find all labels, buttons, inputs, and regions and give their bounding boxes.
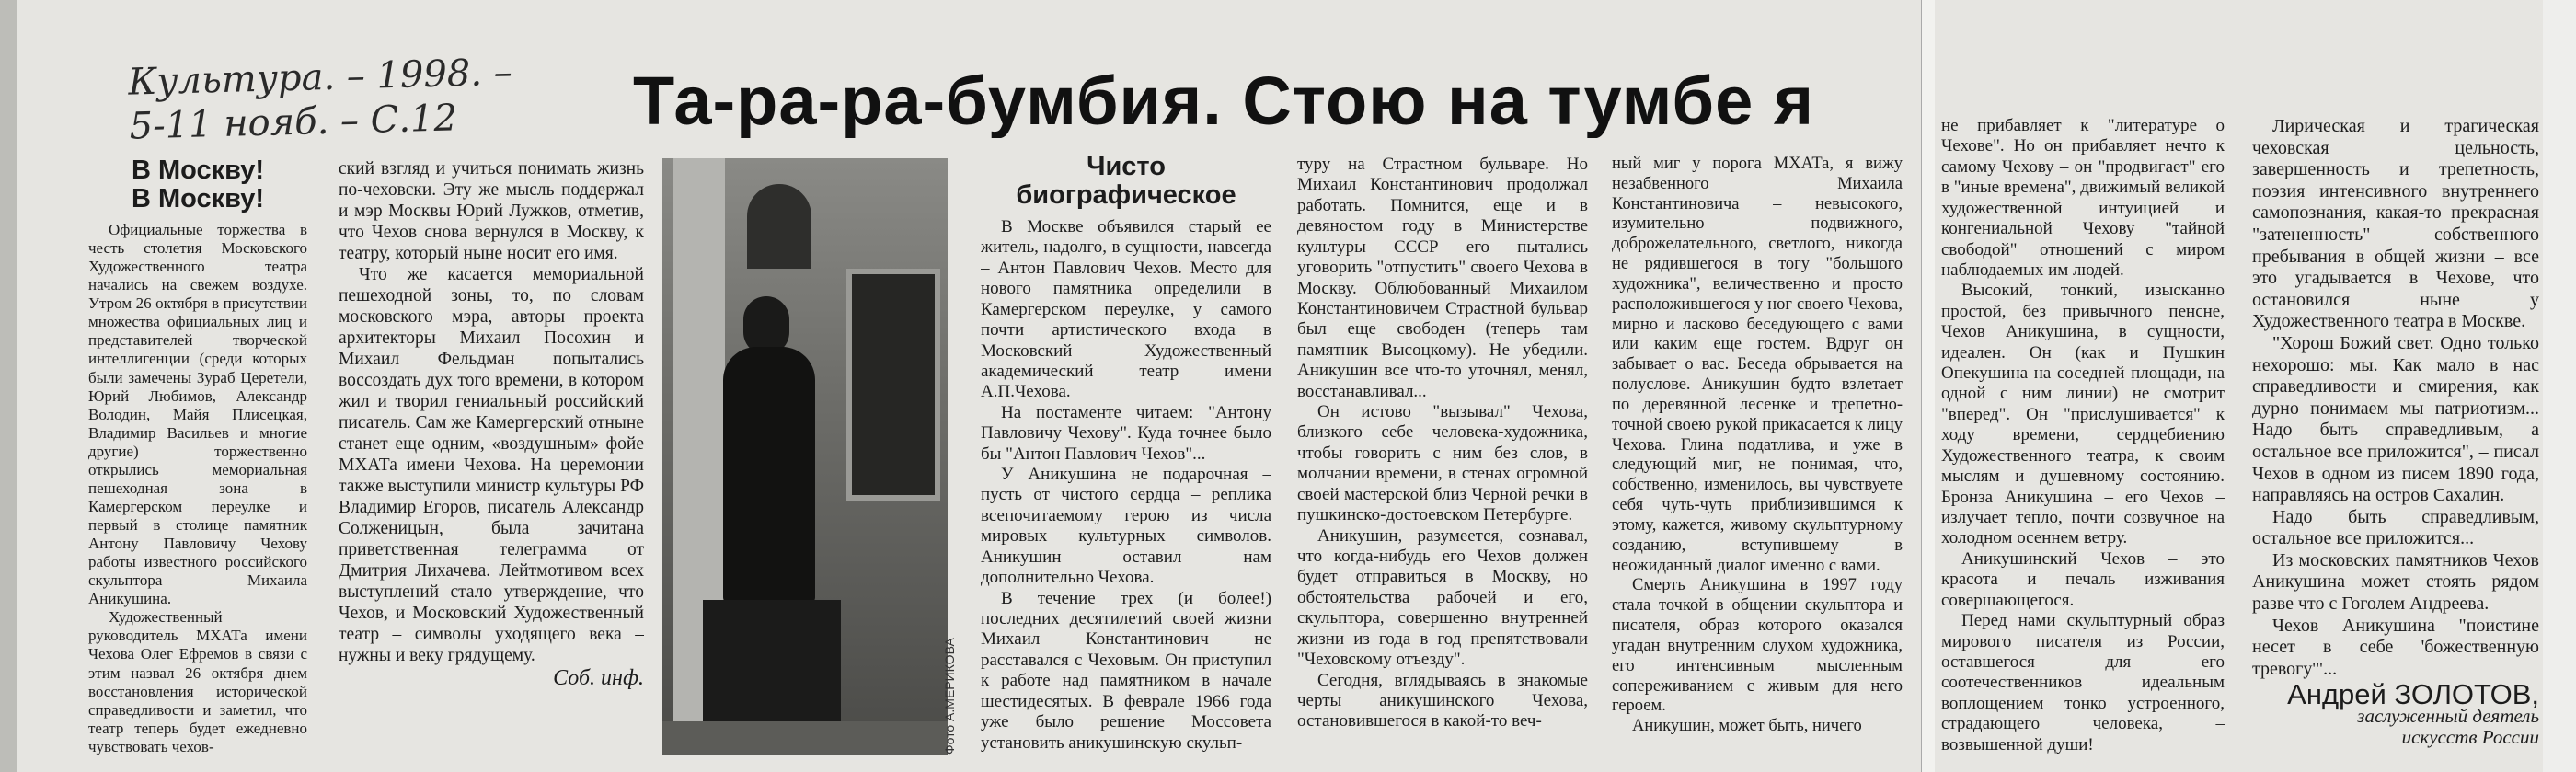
paragraph: Что же касается мемориальной пешеходной зоны, то, по словам московского мэра, авторы проекта архитекторы Михаил Посохин и Михаил Фельдман попытались воссоздать дух того времени, в котором жил и творил гениальный российский писатель. Сам же Камергерский отныне станет еще одним, «воздушным» фойе МХАТа имени Чехова. На церемонии также выступили министр культуры РФ Владимир Егоров, писатель Александр Солженицын, была зачитана приветственная телеграмма от Дмитрия Лихачева. Лейтмотивом всех выступлений стало утверждение, что Чехов, и Московский Художественный театр – символы уходящего века – нужны и веку грядущему. <box>339 265 644 666</box>
paragraph: В течение трех (и более!) последних десятилетий своей жизни Михаил Константинович не расставался с Чеховым. Он приступил к работе над памятником в начале шестидесятых. В феврале 1966 года уже было решение Моссовета установить аникушинскую скульп- <box>981 588 1271 753</box>
author-title-line: заслуженный деятель <box>2357 705 2539 728</box>
paragraph: Официальные торжества в честь столетия Московского Художественного театра начались на свежем воздухе. Утром 26 октября в присутствии множества официальных лиц и представителей творческой интеллигенции (среди которых были замечены Зураб Церетели, Юрий Любимов, Александр Володин, Майя Плисецкая, Владимир Васильев и многие другие) торжественно открылись мемориальная пешеходная зона в Камергерском переулке и первый в столице памятник Антону Павловичу Чехову работы известного российского скульптора Михаила Аникушина. <box>88 221 307 608</box>
handwritten-source-note <box>128 50 525 148</box>
paragraph: "Хорош Божий свет. Одно только нехорошо: мы. Как мало в нас справедливости и смирения, как дурно понимаем мы патриотизм... Надо быть справедливым, а остальное все приложится", – писал Чехов в одном из писем 1890 года, направляясь на остров Сахалин. <box>2252 332 2539 506</box>
column-2 <box>339 158 644 766</box>
column-4 <box>1297 155 1588 766</box>
subhead-line: Чисто <box>1087 153 1166 181</box>
photo-window <box>846 269 940 501</box>
monument-photo <box>662 158 948 755</box>
photo-ground <box>662 721 948 755</box>
scan-margin <box>2543 0 2576 772</box>
paragraph: Художественный руководитель МХАТа имени Чехова Олег Ефремов в связи с этим назвал 26 октября днем восстановления исторической справедливости и заметил, что театр теперь будет ежедневно чувствовать чехов- <box>88 608 307 755</box>
paragraph: На постаменте читаем: "Антону Павловичу Чехову". Куда точнее было бы "Антон Павлович Чехов"... <box>981 402 1271 464</box>
scan-edge <box>0 0 17 772</box>
paragraph: Смерть Аникушина в 1997 году стала точкой в общении скульптора и писателя, образ которого оказался угадан внутренним слухом художника, его интенсивным мысленным сопереживанием с живым для него героем. <box>1612 576 1903 716</box>
paragraph: Чехов Аникушина "поистине несет в себе 'божественную тревогу'"... <box>2252 615 2539 679</box>
paragraph: Из московских памятников Чехов Аникушина может стоять рядом разве что с Гоголем Андреева. <box>2252 549 2539 615</box>
paragraph: ский взгляд и учиться понимать жизнь по-чеховски. Эту же мысль поддержал и мэр Москвы Юрий Лужков, отметив, что Чехов снова вернулся в Москву, к театру, который ныне носит его имя. <box>339 159 644 264</box>
author-title-line: искусств России <box>2401 726 2539 749</box>
subhead-line: В Москву! <box>131 184 265 213</box>
paragraph: Надо быть справедливым, остальное все приложится... <box>2252 506 2539 549</box>
handwritten-line: Культура. – 1998. – <box>127 51 513 104</box>
author-name: Андрей ЗОЛОТОВ, <box>2287 678 2539 711</box>
paragraph: Он истово "вызывал" Чехова, близкого себе человека-художника, чтобы говорить с ним без слов, в молчании времени, в стенах огромной своей мастерской близ Черной речки в пушкинско-достоевском Петербурге. <box>1297 402 1588 525</box>
handwritten-line: 5-11 нояб. – С.12 <box>129 97 458 148</box>
column-7 <box>2252 116 2539 769</box>
photo-arched-window <box>747 184 811 269</box>
paragraph: Сегодня, вглядываясь в знакомые черты аникушинского Чехова, остановившегося в какой-то веч- <box>1297 670 1588 732</box>
section-subhead <box>88 156 307 213</box>
paragraph: туру на Страстном бульваре. Но Михаил Константинович продолжал работать. Помнится, еще и в девяностом году в Министерстве культуры СССР его пытались уговорить "отпустить" своего Чехова в Москву. Облюбованный Михаилом Константиновичем Страстной бульвар был еще свободен (теперь там памятник Высоцкому). Не убедили. Аникушин все что-то уточнял, менял, восстанавливал... <box>1297 155 1588 401</box>
column-1 <box>88 156 307 764</box>
author-title <box>2252 706 2539 748</box>
subhead-line: В Москву! <box>131 156 265 185</box>
photo-statue-pedestal <box>703 600 841 738</box>
article-headline: Та-ра-ра-бумбия. Стою на тумбе я <box>633 64 1815 138</box>
paragraph: Аникушин, может быть, ничего <box>1632 717 1862 736</box>
paragraph: Высокий, тонкий, изысканно простой, без привычного пенсне, Чехов Аникушина, в сущности, идеален. Он (как и Пушкин Опекушина на соседней площади, на одной с ним линии) не смотрит "вперед". Он "прислушивается" к ходу времени, сердцебиению Художественного театра, к своим мыслям и душевному состоянию. Бронза Аникушина – его Чехов – излучает тепло, почти созвучное на холодном осеннем ветру. <box>1941 281 2225 548</box>
photo-credit: Фото А.МЕРИКОВА <box>942 638 957 755</box>
photo-statue-body <box>723 347 815 605</box>
signoff: Соб. инф. <box>553 666 644 691</box>
paragraph: Аникушин, разумеется, сознавал, что когда-нибудь его Чехов должен будет отправиться в Москву, но обстоятельства рабочей и его, скульптора, совершенно внутренней жизни из года в год препятствовали "Чеховскому отъезду". <box>1297 525 1588 670</box>
section-subhead <box>981 153 1271 210</box>
paragraph: В Москве объявился старый ее житель, надолго, в сущности, навсегда – Антон Павлович Чехов. Место для нового памятника определили в Камергерском переулке, у самого почти артистического входа в Московский Художественный академический театр имени А.П.Чехова. <box>981 217 1271 402</box>
column-5 <box>1612 155 1903 766</box>
paragraph: Аникушинский Чехов – это красота и печаль изживания совершающегося. <box>1941 548 2225 610</box>
paragraph: не прибавляет к "литературе о Чехове". Но он прибавляет нечто к самому Чехову – он "продвигает" его в "иные времена", движимый великой художественной интуицией и конгениальной Чехову "тайной свободой" отношений с миром наблюдаемых им людей. <box>1941 116 2225 280</box>
paragraph: Лирическая и трагическая чеховская цельность, завершенность и трепетность, поэзия интенсивного внутреннего самопознания, какая-то прекрасная "затененность" собственного пребывания в общей жизни – все это угадывается в Чехове, что остановился ныне у Художественного театра в Москве. <box>2252 116 2539 332</box>
paragraph: Перед нами скульптурный образ мирового писателя из России, оставшегося для его соотечественников идеальным воплощением тонко устроенного, страдающего человека, – возвышенной души! <box>1941 611 2225 755</box>
column-6 <box>1941 116 2225 760</box>
column-3 <box>981 153 1271 764</box>
paragraph: ный миг у порога МХАТа, я вижу незабвенного Михаила Константиновича – невысокого, изумительно подвижного, доброжелательного, светлого, никогда не рядившегося в тогу "большого художника", величественно и просто расположившегося у ног своего Чехова, мирно и ласково беседующего с вами или каким еще гостем. Вдруг он забывает о вас. Беседа обрывается на полуслове. Аникушин будто взлетает по деревянной лесенке и трепетно-точной своею рукой прикасается к лицу Чехова. Глина податлива, и уже в следующий миг, не понимая, что, собственно, изменилось, вы чувствуете себя чуть-чуть приблизившимся к этому, кажется, живому скульптурному созданию, вступившему в неожиданный диалог именно с вами. <box>1612 155 1903 575</box>
paragraph: У Аникушина не подарочная – пусть от чистого сердца – реплика всепочитаемому герою из числа мировых культурных символов. Аникушин оставил нам дополнительно Чехова. <box>981 465 1271 588</box>
subhead-line: биографическое <box>1016 180 1236 210</box>
